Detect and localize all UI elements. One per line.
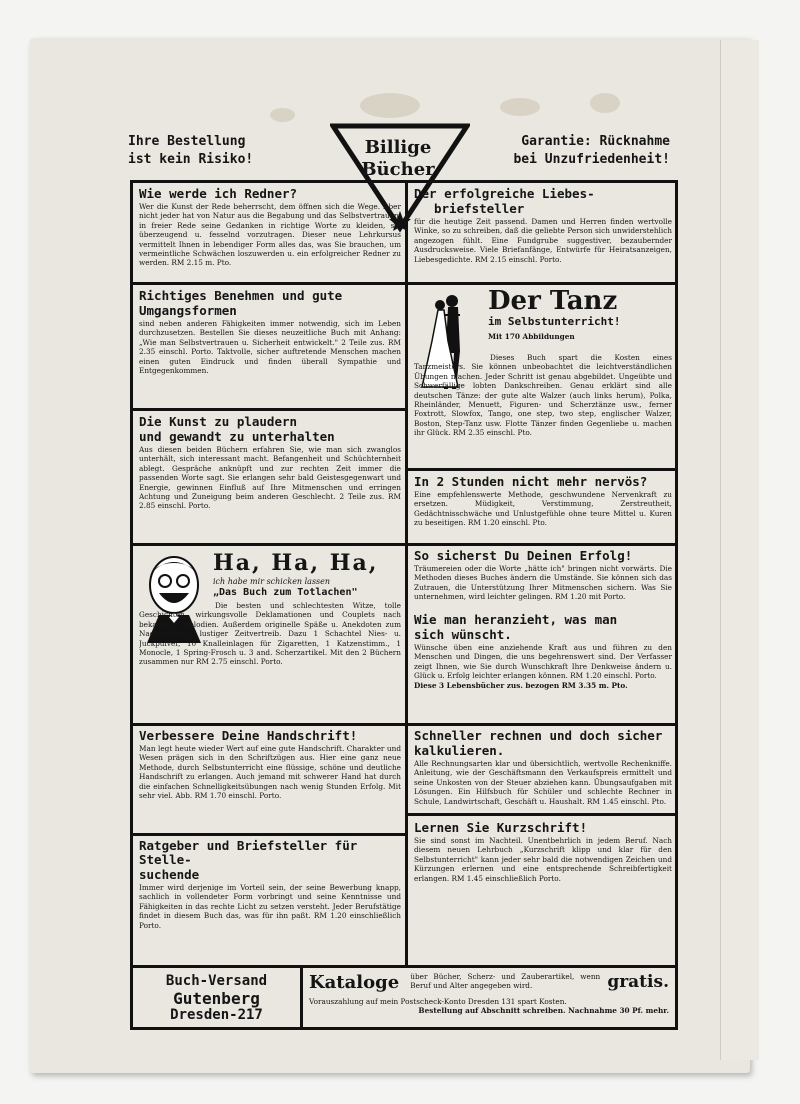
ad-haha <box>139 549 401 721</box>
book-spine <box>720 40 759 1060</box>
header-left <box>128 133 253 169</box>
ad-title: sich wünscht. <box>414 627 512 642</box>
sender-line2: Gutenberg <box>173 989 260 1008</box>
payment-line1: Vorauszahlung auf mein Postscheck-Konto Dresden 131 spart Kosten. <box>309 997 567 1006</box>
ad-title: kalkulieren. <box>414 743 505 758</box>
ad-heranzieht <box>414 613 672 721</box>
divider <box>408 468 678 471</box>
ad-text: Aus diesen beiden Büchern erfahren Sie, wie man sich zwanglos unterhält, sich interessant macht. Befangenheit und Schüchternheit ablegt. Gespräche anknüpft und zur rechten Zeit immer die passenden Worte sagt. Sie erlangen sehr bald Geistesgegenwart und Energie, gewinnen Einfluß auf Ihre Mitmenschen und erringen Achtung und Zuneigung beim anderen Geschlecht. 2 Teile zus. RM 2.85 einschl. Porto. <box>139 445 401 511</box>
ad-title: suchende <box>139 867 200 882</box>
divider <box>408 723 678 726</box>
ad-handschrift <box>139 729 401 831</box>
ad-title: So sicherst Du Deinen Erfolg! <box>414 549 633 563</box>
header-right <box>513 133 670 169</box>
ad-rechnen <box>414 729 672 811</box>
ad-line2: „Das Buch zum Totlachen" <box>213 587 358 599</box>
ad-briefsteller <box>414 187 672 279</box>
ad-text: Die besten und schlechtesten Witze, tolle Geschichten, wirkungsvolle Deklamationen und Couplets nach bekannten Melodien. Außerdem originelle Späße u. Anekdoten zum Nacherzählen, lustiger Zeitvertreib. Dazu 1 Schachtel Nies- u. Juckpulver, 10 Knalleinlagen für Zigaretten, 1 Katzenstimm., 1 Monocle, 1 Spring-Frosch u. 3 and. Scherzartikel. Mit den 2 Büchern zusammen nur RM 2.75 einschl. Porto. <box>139 601 401 667</box>
header-right-line2: bei Unzufriedenheit! <box>513 152 670 167</box>
ad-line1: ich habe mir schicken lassen <box>213 577 331 586</box>
ad-ratgeber <box>139 839 401 964</box>
ad-tanz <box>414 287 672 465</box>
ad-title: Lernen Sie Kurzschrift! <box>414 821 588 835</box>
sender-block <box>133 968 303 1027</box>
ad-text: Eine empfehlenswerte Methode, geschwundene Nervenkraft zu ersetzen. Müdigkeit, Verstimmung, Zerstreutheit, Gedächtnisschwäche und Unlustgefühle ohne teure Mittel u. Kuren zu beseitigen. RM 1.20 einschl. Pto. <box>414 490 672 528</box>
divider <box>133 408 405 411</box>
ad-title: Richtiges Benehmen und gute <box>139 289 343 303</box>
stain <box>500 98 540 116</box>
catalog-block <box>309 972 669 1016</box>
column-divider <box>405 183 408 968</box>
header-right-line1: Garantie: Rücknahme <box>521 134 670 149</box>
ad-plaudern <box>139 415 401 541</box>
ad-frame <box>130 180 678 968</box>
stain <box>590 93 620 113</box>
ad-text: Dieses Buch spart die Kosten eines Tanzmeisters. Sie können unbeobachtet die leichtverständlichen Übungen machen. Jeder Schritt ist genau abgebildet. Ungeübte und Schwerfällige lobten Dankschreiben. Genau erklärt sind alle deutschen Tänze: der gute alte Walzer (auch links herum), Polka, Rheinländer, Menuett, Figuren- und Scherztänze usw., ferner Foxtrott, Slowfox, Tango, one step, two step, englischer Walzer, Boston, Step-Tanz usw. Flotte Tänzer finden Gegenliebe u. machen ihr Glück. RM 2.35 einschl. Pto. <box>414 353 672 438</box>
kataloge-text: über Bücher, Scherz- und Zauberartikel, wenn Beruf und Alter angegeben wird. <box>410 972 601 991</box>
ad-title: und gewandt zu unterhalten <box>139 429 335 444</box>
ad-text: sind neben anderen Fähigkeiten immer notwendig, sich im Leben durchzusetzen. Bestellen Sie dieses neuzeitliche Buch mit Anhang: „Wie man Selbstvertrauen u. Sicherheit entwickelt." 2 Teile zus. RM 2.35 einschl. Porto. Taktvolle, sicher auftretende Menschen machen einen guten Eindruck und finden überall Sympathie und Entgegenkommen. <box>139 319 401 376</box>
ad-subtitle: im Selbstunterricht! <box>488 315 621 328</box>
ad-title: briefsteller <box>434 201 525 216</box>
badge-line2: Bücher <box>361 159 435 180</box>
badge-text <box>354 137 442 181</box>
ad-count: Mit 170 Abbildungen <box>488 332 575 341</box>
ad-title: In 2 Stunden nicht mehr nervös? <box>414 475 648 489</box>
ad-text: Wünsche üben eine anziehende Kraft aus und führen zu den Menschen und Dingen, die uns begehrenswert sind. Der Verfasser zeigt Ihnen, wie Sie durch Wunschkraft Ihre Denkweise ändern u. Glück u. Erfolg leichter erlangen können. RM 1.20 einschl. Porto. <box>414 643 672 681</box>
gratis-label: gratis. <box>607 972 669 992</box>
ad-text: Wer die Kunst der Rede beherrscht, dem öffnen sich die Wege. Aber nicht jeder hat von Natur aus die Begabung und das Selbstvertrauen, in freier Rede seine Gedanken in richtige Worte zu kleiden, sie überzeugend u. fesselnd vorzutragen. Dieser neue Lehrkursus vermittelt Ihnen in lebendiger Form alles das, was Sie brauchen, um vermeintliche Schwächen loszuwerden u. ein erfolgreicher Redner zu werden. RM 2.15 m. Pto. <box>139 202 401 268</box>
ad-nervoes <box>414 475 672 541</box>
ad-title: Der erfolgreiche Liebes- <box>414 187 595 201</box>
header-left-line2: ist kein Risiko! <box>128 152 254 167</box>
ad-title: Verbessere Deine Handschrift! <box>139 729 358 743</box>
header-bar <box>120 115 680 185</box>
divider <box>133 723 405 726</box>
ad-erfolg <box>414 549 672 611</box>
ad-title: Ratgeber und Briefsteller für Stelle- <box>139 839 358 867</box>
ad-redner <box>139 187 401 279</box>
sender-line3: Dresden-217 <box>170 1007 263 1023</box>
header-left-line1: Ihre Bestellung <box>128 134 246 149</box>
ad-title: Schneller rechnen und doch sicher <box>414 729 663 743</box>
kataloge-label: Kataloge <box>309 972 400 993</box>
ad-text: Träumereien oder die Worte „hätte ich" bringen nicht vorwärts. Die Methoden dieses Buches ändern die Umstände. Sie können sich das Zutrauen, die Unterstützung Ihrer Mitmenschen sichern. Was Sie unternehmen, wird leichter gelingen. RM 1.20 mit Porto. <box>414 564 672 602</box>
divider <box>133 543 405 546</box>
ad-text: für die heutige Zeit passend. Damen und Herren finden wertvolle Winke, so zu schreiben, daß die geliebte Person sich unwiderstehlich angezogen fühlt. Eine Fundgrube suggestiver, bezaubernder Ausdrucksweise. Viele Briefanfänge, Entwürfe für Heiratsanzeigen, Liebesgedichte. RM 2.15 einschl. Porto. <box>414 217 672 264</box>
ad-title: Wie werde ich Redner? <box>139 187 298 201</box>
ad-text: Alle Rechnungsarten klar und übersichtlich, wertvolle Rechenkniffe. Anleitung, wie der Geschäftsmann den Verkaufspreis ermittelt und seine Unkosten von der Steuer abziehen kann. Übungsaufgaben mit Lösungen. Ein Hilfsbuch für Schüler und schlechte Rechner in Schule, Landwirtschaft, Geschäft u. Haushalt. RM 1.45 einschl. Pto. <box>414 759 672 806</box>
ad-text: Sie sind sonst im Nachteil. Unentbehrlich in jedem Beruf. Nach diesem neuen Lehrbuch „Kurzschrift klipp und klar für den Selbstunterricht" kann jeder sehr bald die notwendigen Zeichen und Kürzungen erlernen und eine entsprechende Schreibfertigkeit erlangen. RM 1.45 einschließlich Porto. <box>414 836 672 883</box>
footer <box>130 968 678 1030</box>
divider <box>133 833 405 836</box>
ad-text: Immer wird derjenige im Vorteil sein, der seine Bewerbung knapp, sachlich in vollendeter Form vorbringt und seine Kenntnisse und Fähigkeiten in das rechte Licht zu setzen versteht. Jeder Berufstätige findet in diesem Buch das, was für ihn paßt. RM 1.20 einschließlich Porto. <box>139 883 401 930</box>
payment-line2: Bestellung auf Abschnitt schreiben. Nachnahme 30 Pf. mehr. <box>418 1006 669 1016</box>
sender-line1: Buch-Versand <box>165 973 268 989</box>
divider <box>133 282 678 285</box>
ad-title: Ha, Ha, Ha, <box>213 550 379 576</box>
ad-text: Man legt heute wieder Wert auf eine gute Handschrift. Charakter und Wesen prägen sich in den Schriftzügen aus. Hier eine ganz neue Methode, durch Selbstunterricht eine flüssige, schöne und deutliche Handschrift zu erlangen. Auch jemand mit schwerer Hand hat durch die einfachen Schnelligkeitsübungen nach wenig Stunden Erfolg. Mit sehr viel. Abb. RM 1.70 einschl. Porto. <box>139 744 401 801</box>
ad-title: Wie man heranzieht, was man <box>414 613 618 627</box>
ad-title: Umgangsformen <box>139 303 237 318</box>
ad-kurzschrift <box>414 821 672 964</box>
ad-title: Die Kunst zu plaudern <box>139 415 298 429</box>
ad-benehmen <box>139 289 401 405</box>
badge-line1: Billige <box>364 137 432 158</box>
ad-title: Der Tanz <box>488 287 618 316</box>
divider <box>408 543 678 546</box>
divider <box>408 813 678 816</box>
ad-bundle: Diese 3 Lebensbücher zus. bezogen RM 3.35 m. Pto. <box>414 680 628 690</box>
